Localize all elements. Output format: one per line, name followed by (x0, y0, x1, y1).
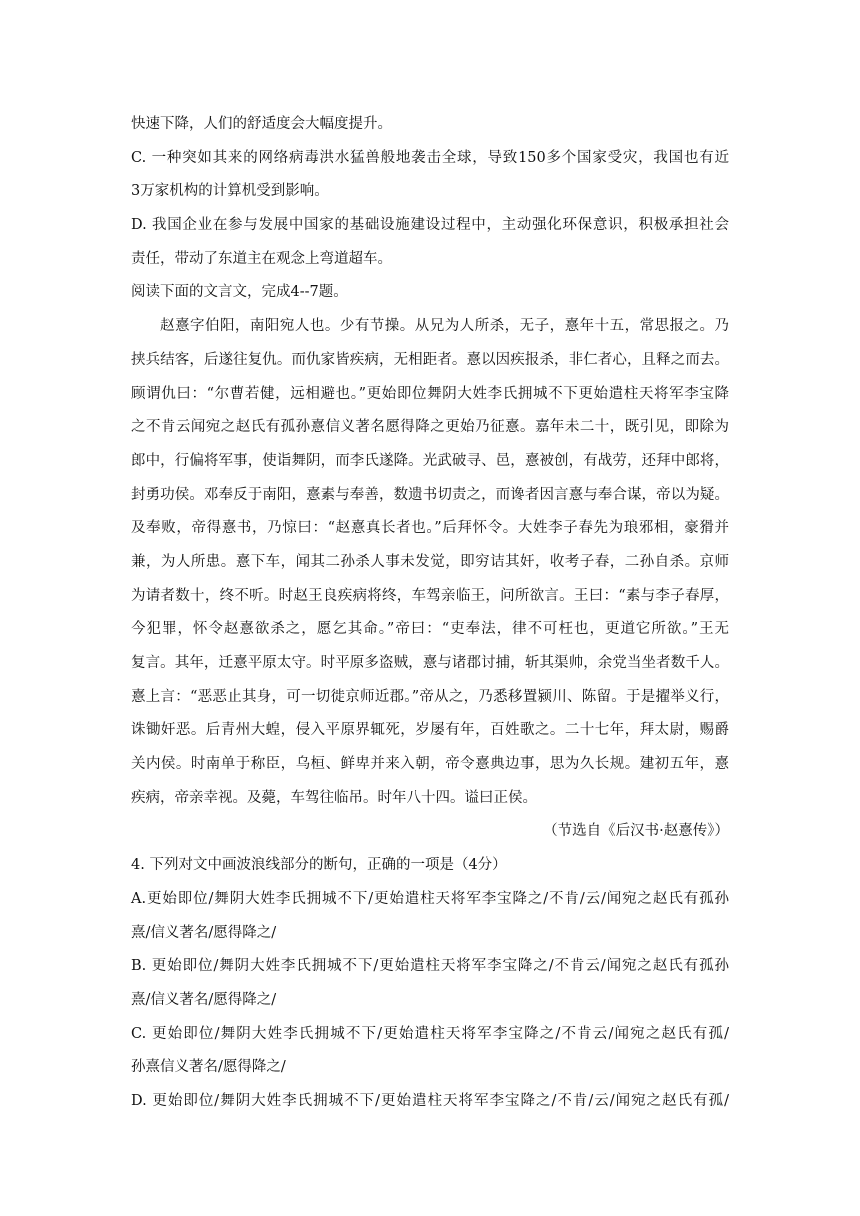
text-line: 兼，为人所患。憙下车，闻其二孙杀人事未发觉，即穷诘其奸，收考子春，二孙自杀。京师 (131, 553, 729, 570)
text-line: 疾病，帝亲幸视。及薨，车驾往临吊。时年八十四。谥曰正侯。 (131, 789, 537, 806)
document-body (131, 108, 729, 1119)
text-line: 及奉败，帝得憙书，乃惊曰：“赵憙真长者也。”后拜怀令。大姓李子春先为琅邪相，豪猾并 (131, 520, 729, 537)
text-line: 憙上言：“恶恶止其身，可一切徙京师近郡。”帝从之，乃悉移置颍川、陈留。于是擢举义行， (131, 688, 729, 705)
text-line: 3万家机构的计算机受到影响。 (131, 183, 329, 200)
text-line: B. 更始即位/舞阴大姓李氏拥城不下/更始遣柱天将军李宝降之/不肯云/闻宛之赵氏有孤孙 (131, 958, 729, 975)
text-line: 挟兵结客，后遂往复仇。而仇家皆疾病，无相距者。憙以因疾报杀，非仁者心，且释之而去。 (131, 351, 729, 368)
text-line: 孙熹信义著名/愿得降之/ (131, 1059, 286, 1076)
text-line: C. 更始即位/舞阴大姓李氏拥城不下/更始遣柱天将军李宝降之/不肯云/闻宛之赵氏有孤/ (131, 1025, 729, 1042)
text-line: 复言。其年，迁憙平原太守。时平原多盗贼，憙与诸郡讨捕，斩其渠帅，余党当坐者数千人。 (131, 655, 729, 671)
text-line: 熹/信义著名/愿得降之/ (131, 924, 277, 941)
text-line: 熹/信义著名/愿得降之/ (131, 991, 277, 1008)
text-line: 封勇功侯。邓奉反于南阳，憙素与奉善，数遗书切责之，而谗者因言憙与奉合谋，帝以为疑。 (131, 486, 729, 503)
text-line: 为请者数十，终不听。时赵王良疾病将终，车驾亲临王，问所欲言。王曰：“素与李子春厚， (131, 587, 729, 604)
text-line: 顾谓仇曰：“尔曹若健，远相避也。”更始即位舞阴大姓李氏拥城不下更始遣柱天将军李宝降 (131, 385, 729, 402)
text-line: D. 我国企业在参与发展中国家的基础设施建设过程中，主动强化环保意识，积极承担社会 (131, 217, 729, 234)
text-line: 责任，带动了东道主在观念上弯道超车。 (131, 250, 392, 267)
text-line: 4. 下列对文中画波浪线部分的断句，正确的一项是（4分） (131, 857, 507, 874)
text-line: （节选自《后汉书·赵憙传》） (543, 823, 729, 840)
text-line: 今犯罪，怀令赵憙欲杀之，愿乞其命。”帝曰：“吏奉法，律不可枉也，更道它所欲。”王无 (131, 621, 729, 638)
text-line: 快速下降，人们的舒适度会大幅度提升。 (131, 116, 392, 132)
text-line: C. 一种突如其来的网络病毒洪水猛兽般地袭击全球，导致150多个国家受灾，我国也有近 (131, 149, 729, 166)
text-line: A.更始即位/舞阴大姓李氏拥城不下/更始遣柱天将军李宝降之/不肯/云/闻宛之赵氏有孤孙 (131, 890, 729, 907)
text-line: 之不肯云闻宛之赵氏有孤孙憙信义著名愿得降之更始乃征憙。嘉年未二十，既引见，即除为 (131, 419, 729, 436)
text-line: 赵憙字伯阳，南阳宛人也。少有节操。从兄为人所杀，无子，憙年十五，常思报之。乃 (160, 318, 729, 335)
text-line: 关内侯。时南单于称臣，乌桓、鲜卑并来入朝，帝令憙典边事，思为久长规。建初五年，憙 (131, 756, 729, 773)
text-line: 郎中，行偏将军事，使诣舞阴，而李氏遂降。光武破寻、邑，憙被创，有战劳，还拜中郎将， (131, 452, 729, 469)
text-line: 诛锄奸恶。后青州大蝗，侵入平原界辄死，岁屡有年，百姓歌之。二十七年，拜太尉，赐爵 (131, 722, 729, 739)
text-line: D. 更始即位/舞阴大姓李氏拥城不下/更始遣柱天将军李宝降之/不肯/云/闻宛之赵氏有孤/ (131, 1092, 729, 1109)
text-line: 阅读下面的文言文，完成4--7题。 (131, 284, 348, 301)
